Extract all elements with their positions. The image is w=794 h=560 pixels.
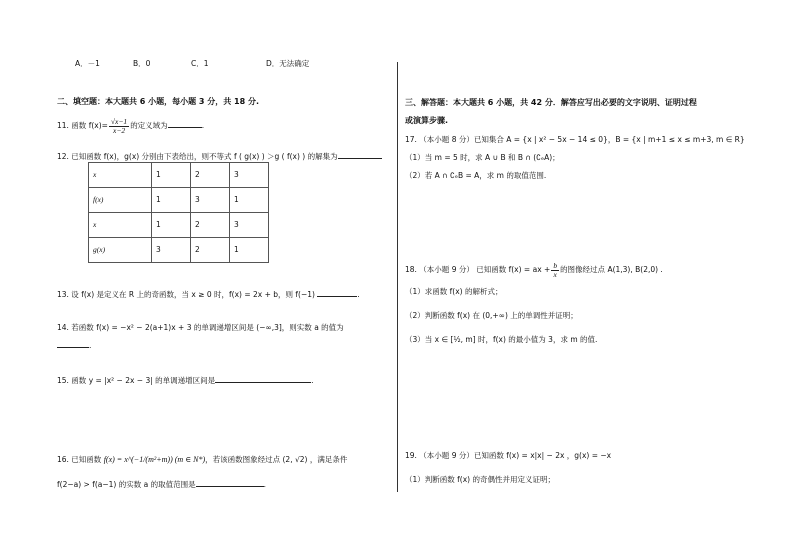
choice-a: A．－1 <box>75 59 100 68</box>
q18-fraction <box>551 262 559 278</box>
q12-table <box>88 162 269 263</box>
section2-header: 二、填空题：本大题共 6 小题，每小题 3 分，共 18 分. <box>57 97 260 106</box>
q11: 11. 函数 f(x)= $\frac{√x-1}{x-2}$ 的定义域为 . <box>57 117 205 135</box>
q11-prefix: 11. 函数 f(x)= <box>57 121 108 130</box>
q12-text <box>57 151 382 161</box>
q11-answer-blank <box>168 120 202 128</box>
choice-b: B．0 <box>133 59 151 68</box>
q11-suffix: 的定义域为 <box>130 121 168 130</box>
q13-text: 13. 设 f(x) 是定义在 R 上的奇函数，当 x ≥ 0 时，f(x) = 2x + b，则 f(−1) <box>57 290 315 299</box>
table-cell: g(x) <box>89 238 152 263</box>
q16-prefix: 16. 已知函数 <box>57 455 102 464</box>
q16-line1 <box>57 455 347 465</box>
q15-answer-blank <box>215 375 311 383</box>
q19-part1: （1）判断函数 f(x) 的奇偶性并用定义证明； <box>405 475 555 484</box>
q15: 15. 函数 y = |x² − 2x − 3| 的单调递增区间是 . <box>57 376 314 385</box>
table-row <box>89 213 269 238</box>
q18-part3: （3）当 x ∈ [½, m] 时，f(x) 的最小值为 3，求 m 的值. <box>405 335 598 344</box>
table-cell: 1 <box>152 213 191 238</box>
table-cell: 1 <box>230 238 269 263</box>
q18-frac-num: b <box>553 261 558 270</box>
q18-part1: （1）求函数 f(x) 的解析式； <box>405 287 503 296</box>
q12-answer-blank <box>338 151 382 159</box>
q11-fraction <box>109 118 129 134</box>
q14-answer-blank <box>57 340 89 348</box>
table-cell: 1 <box>230 188 269 213</box>
q12-text-content: 12. 已知函数 f(x)，g(x) 分别由下表给出，则不等式 f ( g(x) ) ＞g ( f(x) ) 的解集为 <box>57 152 338 161</box>
section3-header-line2: 或演算步骤. <box>405 116 449 125</box>
q16-condition: f(2−a) > f(a−1) 的实数 a 的取值范围是 <box>57 480 196 489</box>
q16-formula: f(x) = x^(−1/(m²+m)) (m ∈ N*) <box>103 455 206 464</box>
q17-line1: 17. （本小题 8 分）已知集合 A = {x | x² − 5x − 14 ≤ 0}，B = {x | m+1 ≤ x ≤ m+3, m ∈ R} <box>405 135 745 144</box>
q14-line1: 14. 若函数 f(x) = −x² − 2(a+1)x + 3 的单调递增区间是 (−∞,3]，则实数 a 的值为 <box>57 323 344 332</box>
table-row <box>89 238 269 263</box>
q18-frac-den: x <box>553 269 557 279</box>
table-row <box>89 163 269 188</box>
table-cell: x <box>89 213 152 238</box>
section3-header-line1: 三、解答题：本大题共 6 小题，共 42 分．解答应写出必要的文字说明、证明过程 <box>405 98 697 107</box>
table-cell: 3 <box>152 238 191 263</box>
q13-answer-blank <box>317 289 357 297</box>
q16-suffix: ，若该函数图象经过点 (2, √2) ，满足条件 <box>205 455 348 464</box>
q15-text: 15. 函数 y = |x² − 2x − 3| 的单调递增区间是 <box>57 376 216 385</box>
q16-line2: f(2−a) > f(a−1) 的实数 a 的取值范围是 . <box>57 480 266 489</box>
q18-prefix: 18. （本小题 9 分） 已知函数 f(x) = ax + <box>405 265 551 274</box>
table-cell: 1 <box>152 163 191 188</box>
choice-c: C．1 <box>191 59 209 68</box>
table-cell: x <box>89 163 152 188</box>
q14-line2: . <box>57 340 91 350</box>
table-cell: 2 <box>191 238 230 263</box>
table-cell: f(x) <box>89 188 152 213</box>
q17-part2: （2）若 A ∩ ∁ₑB = A，求 m 的取值范围. <box>405 171 547 180</box>
q17-part1: （1）当 m = 5 时，求 A ∪ B 和 B ∩ (∁ₑA)； <box>405 153 560 162</box>
table-cell: 1 <box>152 188 191 213</box>
q16-answer-blank <box>196 479 264 487</box>
q18-line1 <box>405 262 663 278</box>
q11-numerator: √x−1 <box>110 117 128 126</box>
q11-denominator: x−2 <box>112 125 126 135</box>
column-divider <box>397 62 398 492</box>
table-row <box>89 188 269 213</box>
table-cell: 2 <box>191 163 230 188</box>
table-cell: 3 <box>230 163 269 188</box>
q19-line1: 19. （本小题 9 分）已知函数 f(x) = x|x| − 2x ，g(x) = −x <box>405 451 612 460</box>
table-cell: 3 <box>191 188 230 213</box>
q18-suffix: 的图像经过点 A(1,3), B(2,0) . <box>560 265 663 274</box>
table-cell: 2 <box>191 213 230 238</box>
choice-d: D．无法确定 <box>266 59 310 68</box>
q13: 13. 设 f(x) 是定义在 R 上的奇函数，当 x ≥ 0 时，f(x) = 2x + b，则 f(−1) . <box>57 290 360 299</box>
table-cell: 3 <box>230 213 269 238</box>
q18-part2: （2）判断函数 f(x) 在 (0,+∞) 上的单调性并证明； <box>405 311 578 320</box>
